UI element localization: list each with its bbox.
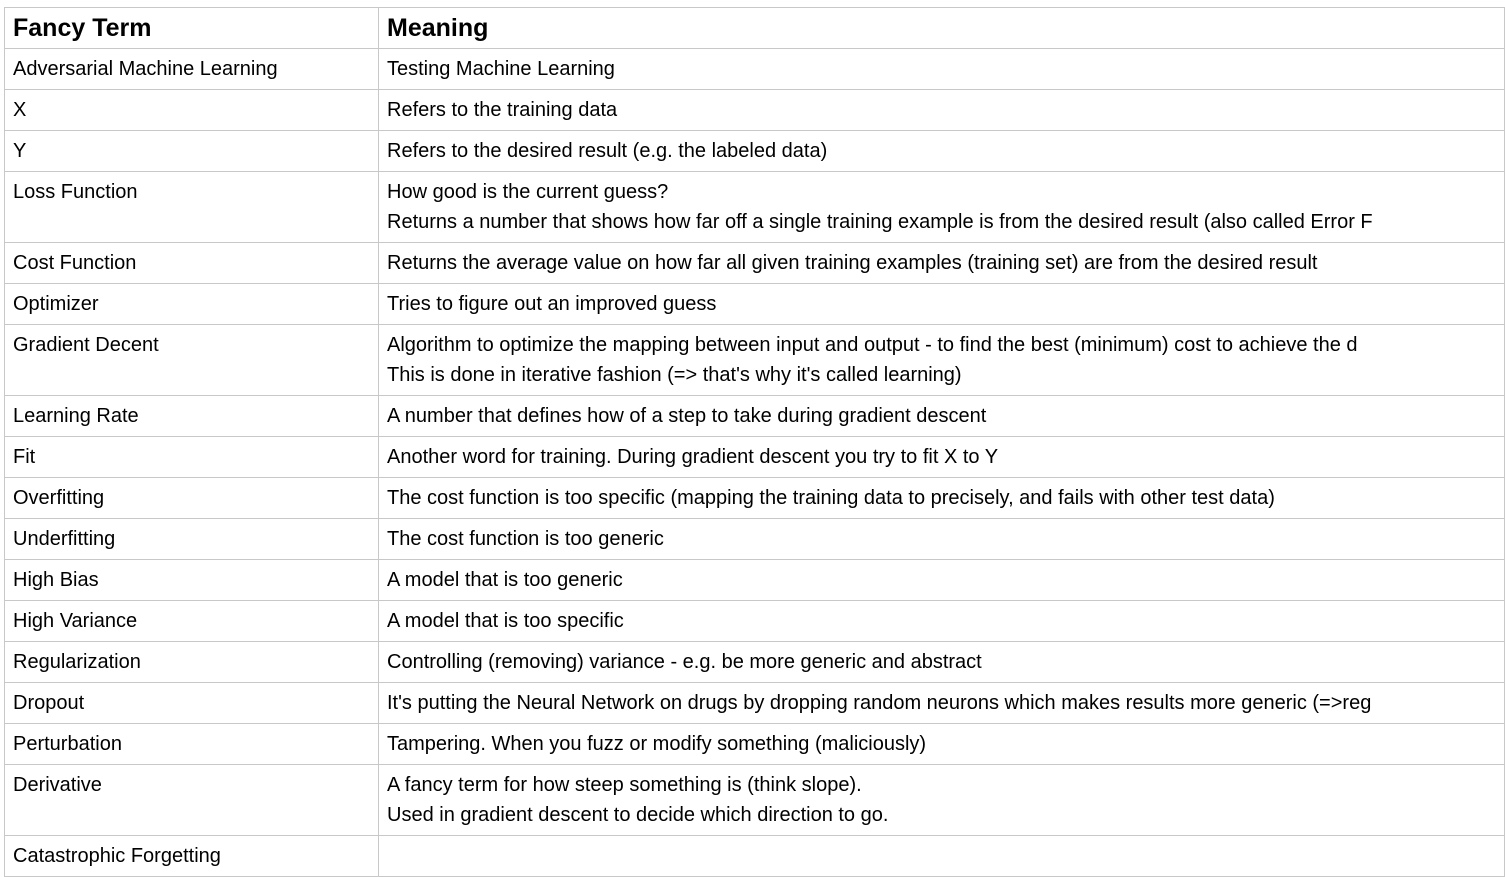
cell-meaning[interactable] — [379, 683, 1505, 724]
table-row — [5, 325, 1505, 396]
header-term[interactable]: Fancy Term — [5, 8, 379, 49]
cell-term[interactable] — [5, 765, 379, 836]
meaning-text: Testing Machine Learning — [387, 58, 615, 80]
cell-term[interactable] — [5, 601, 379, 642]
table-row — [5, 519, 1505, 560]
meaning-text: The cost function is too specific (mapping the training data to precisely, and fails with other test data) — [387, 487, 1275, 509]
term-text: Derivative — [13, 774, 102, 796]
table-row — [5, 601, 1505, 642]
cell-meaning[interactable] — [379, 519, 1505, 560]
cell-term[interactable] — [5, 724, 379, 765]
meaning-text: Algorithm to optimize the mapping between input and output - to find the best (minimum) cost to achieve the d — [387, 334, 1358, 356]
cell-term[interactable] — [5, 172, 379, 243]
cell-term[interactable] — [5, 560, 379, 601]
table-row — [5, 284, 1505, 325]
term-text: Perturbation — [13, 733, 122, 755]
meaning-text: Returns a number that shows how far off a single training example is from the desired result (also called Error F — [387, 211, 1373, 233]
cell-meaning[interactable] — [379, 437, 1505, 478]
table-row — [5, 642, 1505, 683]
term-text: Gradient Decent — [13, 334, 159, 356]
cell-meaning[interactable] — [379, 601, 1505, 642]
table-row — [5, 478, 1505, 519]
cell-meaning[interactable] — [379, 131, 1505, 172]
term-text: Dropout — [13, 692, 85, 714]
meaning-text: This is done in iterative fashion (=> that's why it's called learning) — [387, 364, 962, 386]
term-text: X — [13, 99, 27, 121]
cell-term[interactable] — [5, 836, 379, 877]
table-row — [5, 765, 1505, 836]
table-header — [5, 8, 1505, 49]
cell-term[interactable] — [5, 642, 379, 683]
cell-term[interactable] — [5, 683, 379, 724]
term-text: High Bias — [13, 569, 99, 591]
table-row — [5, 172, 1505, 243]
table-row — [5, 560, 1505, 601]
meaning-text: A fancy term for how steep something is (think slope). — [387, 774, 862, 796]
meaning-text: A number that defines how of a step to take during gradient descent — [387, 405, 987, 427]
cell-meaning[interactable] — [379, 560, 1505, 601]
cell-term[interactable] — [5, 90, 379, 131]
meaning-text: A model that is too generic — [387, 569, 623, 591]
term-text: Cost Function — [13, 252, 137, 274]
meaning-text: Refers to the desired result (e.g. the labeled data) — [387, 140, 828, 162]
cell-term[interactable] — [5, 49, 379, 90]
header-row — [5, 8, 1505, 49]
meaning-text: Returns the average value on how far all given training examples (training set) are from the desired result — [387, 252, 1318, 274]
table-row — [5, 396, 1505, 437]
cell-term[interactable] — [5, 284, 379, 325]
term-text: Catastrophic Forgetting — [13, 845, 221, 867]
table-row — [5, 49, 1505, 90]
cell-term[interactable] — [5, 437, 379, 478]
meaning-text: A model that is too specific — [387, 610, 624, 632]
meaning-text: Another word for training. During gradient descent you try to fit X to Y — [387, 446, 999, 468]
cell-term[interactable] — [5, 131, 379, 172]
meaning-text: Refers to the training data — [387, 99, 618, 121]
cell-meaning[interactable] — [379, 243, 1505, 284]
meaning-text: It's putting the Neural Network on drugs by dropping random neurons which makes results more generic (=>reg — [387, 692, 1372, 714]
cell-meaning[interactable] — [379, 396, 1505, 437]
cell-meaning[interactable] — [379, 172, 1505, 243]
term-text: Optimizer — [13, 293, 99, 315]
meaning-text: The cost function is too generic — [387, 528, 664, 550]
cell-meaning[interactable] — [379, 836, 1505, 877]
table-row — [5, 724, 1505, 765]
term-text: Fit — [13, 446, 36, 468]
glossary-table — [4, 7, 1505, 877]
term-text: Overfitting — [13, 487, 105, 509]
table-body — [5, 49, 1505, 877]
table-row — [5, 683, 1505, 724]
cell-meaning[interactable] — [379, 478, 1505, 519]
cell-term[interactable] — [5, 243, 379, 284]
table-row — [5, 243, 1505, 284]
meaning-text: How good is the current guess? — [387, 181, 669, 203]
table-row — [5, 836, 1505, 877]
term-text: Loss Function — [13, 181, 138, 203]
term-text: Regularization — [13, 651, 141, 673]
cell-term[interactable] — [5, 325, 379, 396]
cell-term[interactable] — [5, 396, 379, 437]
meaning-text — [387, 846, 1496, 876]
table-row — [5, 90, 1505, 131]
term-text: Underfitting — [13, 528, 116, 550]
header-meaning[interactable]: Meaning — [379, 8, 1505, 49]
cell-meaning[interactable] — [379, 642, 1505, 683]
meaning-text: Tries to figure out an improved guess — [387, 293, 717, 315]
table-row — [5, 437, 1505, 478]
table-row — [5, 131, 1505, 172]
cell-meaning[interactable] — [379, 325, 1505, 396]
meaning-text: Controlling (removing) variance - e.g. be more generic and abstract — [387, 651, 982, 673]
cell-term[interactable] — [5, 519, 379, 560]
meaning-text: Used in gradient descent to decide which direction to go. — [387, 804, 889, 826]
cell-meaning[interactable] — [379, 90, 1505, 131]
term-text: High Variance — [13, 610, 138, 632]
cell-meaning[interactable] — [379, 284, 1505, 325]
term-text: Learning Rate — [13, 405, 139, 427]
cell-meaning[interactable] — [379, 765, 1505, 836]
cell-term[interactable] — [5, 478, 379, 519]
cell-meaning[interactable] — [379, 724, 1505, 765]
meaning-text: Tampering. When you fuzz or modify something (maliciously) — [387, 733, 927, 755]
term-text: Adversarial Machine Learning — [13, 58, 278, 80]
cell-meaning[interactable] — [379, 49, 1505, 90]
term-text: Y — [13, 140, 27, 162]
